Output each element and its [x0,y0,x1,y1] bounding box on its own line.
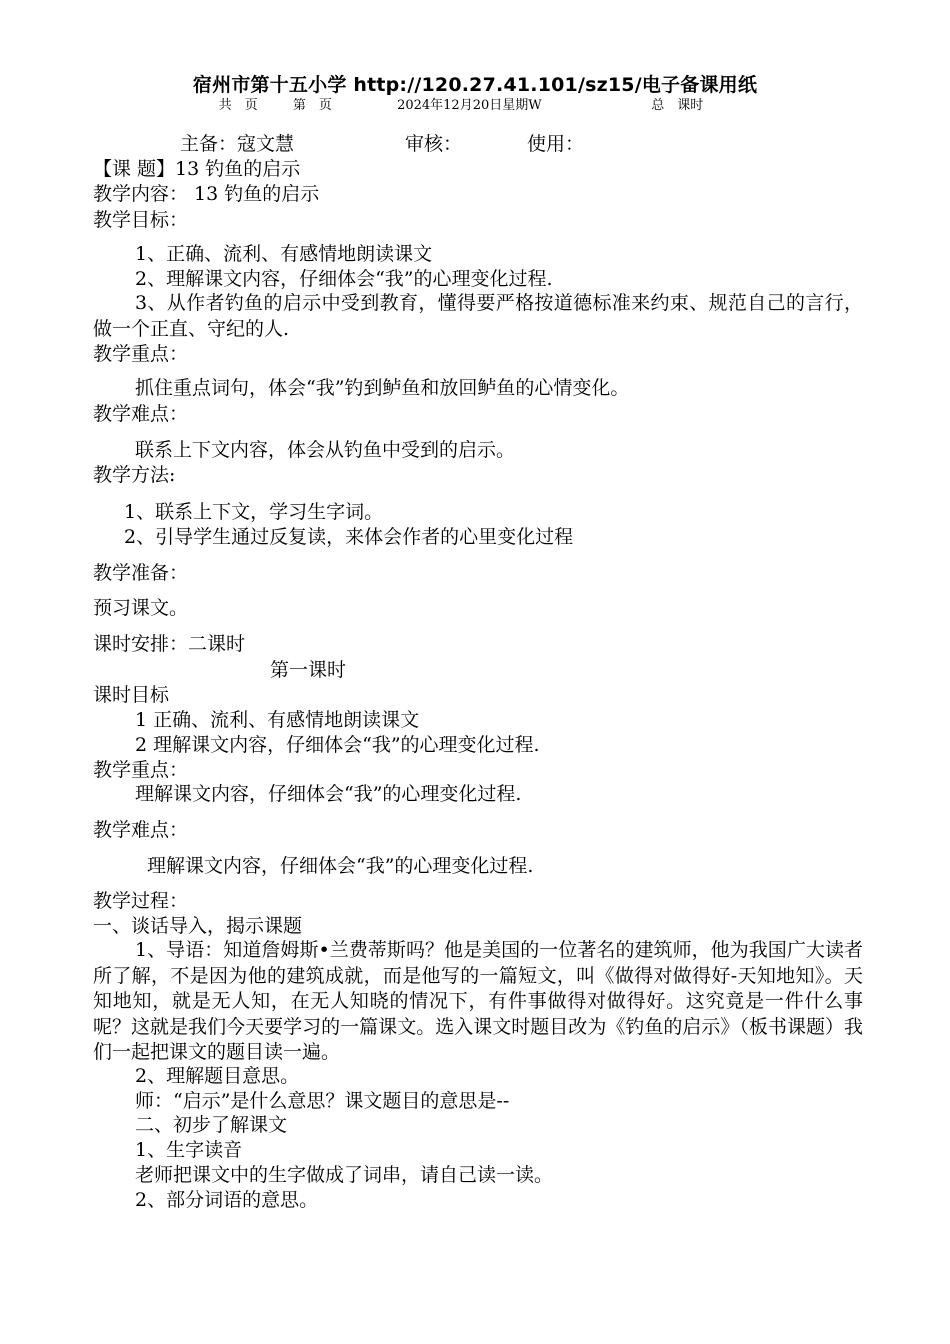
page-header-meta [0,94,950,113]
goal-2: 2、理解课文内容，仔细体会“我”的心理变化过程. [135,268,553,290]
preparation-heading: 教学准备： [93,562,189,584]
lesson-topic: 【课 题】13 钓鱼的启示 [93,158,301,180]
page-number: 第 页 [292,98,332,113]
difficulty-text: 联系上下文内容，体会从钓鱼中受到的启示。 [135,439,516,461]
key-point-text: 抓住重点词句，体会“我”钓到鲈鱼和放回鲈鱼的心情变化。 [135,377,630,399]
teaching-content: 教学内容： 13 钓鱼的启示 [93,183,320,205]
step-2-heading: 二、初步了解课文 [135,1114,288,1136]
lead-preparer: 主备：寇文慧 [180,133,295,155]
date: 2024年12月20日星期W [397,98,542,113]
step-1-item-3: 师：“启示”是什么意思？课文题目的意思是-- [135,1090,510,1112]
period-difficulty-heading: 教学难点： [93,819,189,841]
method-1: 1、联系上下文，学习生字词。 [124,501,384,523]
preparation-text: 预习课文。 [93,597,189,619]
period-key-text: 理解课文内容，仔细体会“我”的心理变化过程. [135,783,522,805]
goals-heading: 教学目标： [93,209,189,231]
schedule: 课时安排：二课时 [93,633,246,655]
period-goal-1: 1 正确、流利、有感情地朗读课文 [135,709,420,731]
reviewer: 审核： [405,133,463,155]
step-1-intro: 1、导语：知道詹姆斯•兰费蒂斯吗？他是美国的一位著名的建筑师，他为我国广大读者所了解，不是因为他的建筑成就，而是他写的一篇短文，叫《做得对做得好-天知地知》。天知地知，就是无人知，在无人知晓的情况下，有件事做得对做得好。这究竟是一件什么事呢？这就是我们今天要学习的一篇课文。选入课文时题目改为《钓鱼的启示》（板书课题）我们一起把课文的题目读一遍。 [93,939,863,1063]
period-goal-2: 2 理解课文内容，仔细体会“我”的心理变化过程. [135,734,540,756]
periods-total: 总 课时 [651,98,704,113]
method-heading: 教学方法: [93,464,176,486]
method-2: 2、引导学生通过反复读，来体会作者的心里变化过程 [124,526,574,548]
period-goals-heading: 课时目标 [93,684,170,706]
period-difficulty-text: 理解课文内容，仔细体会“我”的心理变化过程. [147,855,534,877]
period-key-heading: 教学重点： [93,759,189,781]
pages-total: 共 页 [218,98,258,113]
process-heading: 教学过程： [93,890,189,912]
step-2-item-1: 1、生字读音 [135,1139,243,1161]
period-title: 第一课时 [270,659,347,681]
step-2-item-2: 2、部分词语的意思。 [135,1189,319,1211]
step-2-item-1-text: 老师把课文中的生字做成了词串，请自己读一读。 [135,1164,554,1186]
difficulty-heading: 教学难点： [93,403,189,425]
goal-1: 1、正确、流利、有感情地朗读课文 [135,243,433,265]
key-point-heading: 教学重点： [93,343,189,365]
step-1-item-2: 2、理解题目意思。 [135,1065,300,1087]
goal-3: 3、从作者钓鱼的启示中受到教育，懂得要严格按道德标准来约束、规范自己的言行，做一个正直、守纪的人. [93,292,863,340]
step-1-heading: 一、谈话导入，揭示课题 [93,915,303,937]
page-header-title: 宿州市第十五小学 http://120.27.41.101/sz15/电子备课用纸 [192,74,758,96]
user: 使用： [527,133,585,155]
